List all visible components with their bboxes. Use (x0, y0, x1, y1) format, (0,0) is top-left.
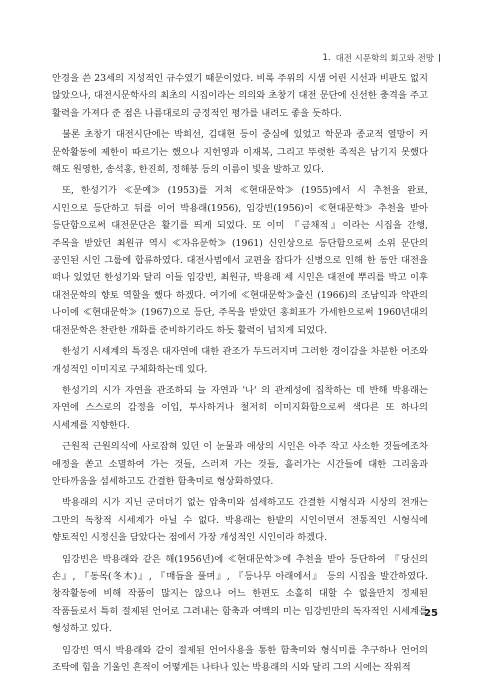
header-divider (439, 54, 440, 62)
paragraph-2: 불론 초창기 대전시단에는 박희선, 김대현 등이 중심에 있었고 학문과 종교적 열망이 커 문학활동에 제한이 따르기는 했으나 지헌영과 이재복, 그리고 뚜렷한 족적은 남기지 못했다 해도 원영한, 송석홍, 한진희, 정해붕 등의 이름이 빛을 발하고 있다. (52, 129, 428, 176)
paragraph-3: 또, 한성기가 ≪문예≫ (1953)를 거쳐 ≪현대문학≫ (1955)에서 시 추천을 완료, 시인으로 등단하고 뒤를 이어 박용래(1956), 임강빈(1956)이 ≪현대문학≫ 추천을 받아 등단함으로써 대전문단은 활기를 띄게 되었다. 또 이미 『금채적』이라는 시집을 간행, 주목을 받았던 최원규 역시 ≪자유문학≫ (1961) 신인상으로 등단함으로써 소위 문단의 공인된 시인 그룹에 합류하였다. 대전사범에서 교편을 잡다가 신병으로 인해 한 동안 대전을 떠나 있었던 한성기와 달리 이들 임강빈, 최원규, 박용래 세 시인은 대전에 뿌리를 박고 이후 대전문학의 향토 역할을 했다 하겠다. 여기에 ≪현대문학≫출신 (1966)의 조남익과 약관의 나이에 ≪현대문학≫ (1967)으로 등단, 주목을 받았던 홍희표가 가세한으로써 1960년대의 대전문학은 찬란한 개화를 준비하기라도 하듯 활력이 넘치게 되었다. (52, 185, 428, 336)
body-text (52, 70, 428, 680)
paragraph-8: 임강빈은 박용래와 같은 해(1956년)에 ≪현대문학≫에 추천을 받아 등단하여 『당신의 손』, 『동목(冬木)』, 『매듭을 풀며』, 『등나무 아래에서』 등의 시집을 발간하였다. 창작활동에 비해 작품이 많지는 않으나 어느 한편도 소홀히 대할 수 없을만치 정제된 작품들로서 특히 절제된 언어로 그려내는 함축과 여백의 미는 임강빈만의 독자적인 시세계를 형성하고 있다. (52, 553, 428, 635)
paragraph-1: 안경을 쓴 23세의 지성적인 규수였기 때문이었다. 비록 주위의 시샘 어린 시선과 비판도 없지 않았으나, 대전시문학사의 최초의 시집이라는 의의와 초창기 대전 문단에 신선한 충격을 주고 활력을 가져다 준 점은 나름대로의 긍정적인 평가를 내려도 좋을 듯하다. (52, 73, 428, 119)
chapter-number: 1. (322, 53, 331, 63)
paragraph-6: 근원적 근원의식에 사로잡혀 있던 이 눈물과 애상의 시인은 아주 작고 사소한 것들에조차 애정을 쏟고 소멸하여 가는 것들, 스러져 가는 것들, 흘러가는 시간들에 대한 그리움과 안타까움을 섬세하고도 간결한 함축미로 형상화하였다. (52, 441, 428, 487)
page-number: 25 (424, 608, 438, 619)
paragraph-4: 한성기 시세계의 특징은 대자연에 대한 관조가 두드러지며 그러한 경이감을 차분한 어조와 개성적인 이미지로 구체화하는데 있다. (52, 346, 428, 375)
paragraph-9: 임강빈 역시 박용래와 같이 절제된 언어사용을 통한 함축미와 형식미를 추구하나 언어의 조탁에 힘을 기울인 흔적이 어떻게든 나타나 있는 박용래의 시와 달리 그의 시에는 작위적 (52, 644, 428, 673)
paragraph-7: 박용래의 시가 지닌 군더더기 없는 압축미와 섬세하고도 간결한 시형식과 시상의 전개는 그만의 독창적 시세계가 아닐 수 없다. 박용래는 한밭의 시인이면서 전통적인 시형식에 향토적인 시정신을 담았다는 점에서 가장 개성적인 시인이라 하겠다. (52, 497, 428, 544)
chapter-title: 대전 시문학의 회고와 전망 (335, 54, 434, 64)
running-header (322, 52, 440, 64)
paragraph-5: 한성기의 시가 자연을 관조하되 늘 자연과 '나' 의 관계성에 집착하는 데 반해 박용래는 자연에 스스로의 감정을 이입, 투사하거나 철저히 이미지화함으로써 색다른 또 하나의 시세계를 지향한다. (52, 384, 428, 431)
